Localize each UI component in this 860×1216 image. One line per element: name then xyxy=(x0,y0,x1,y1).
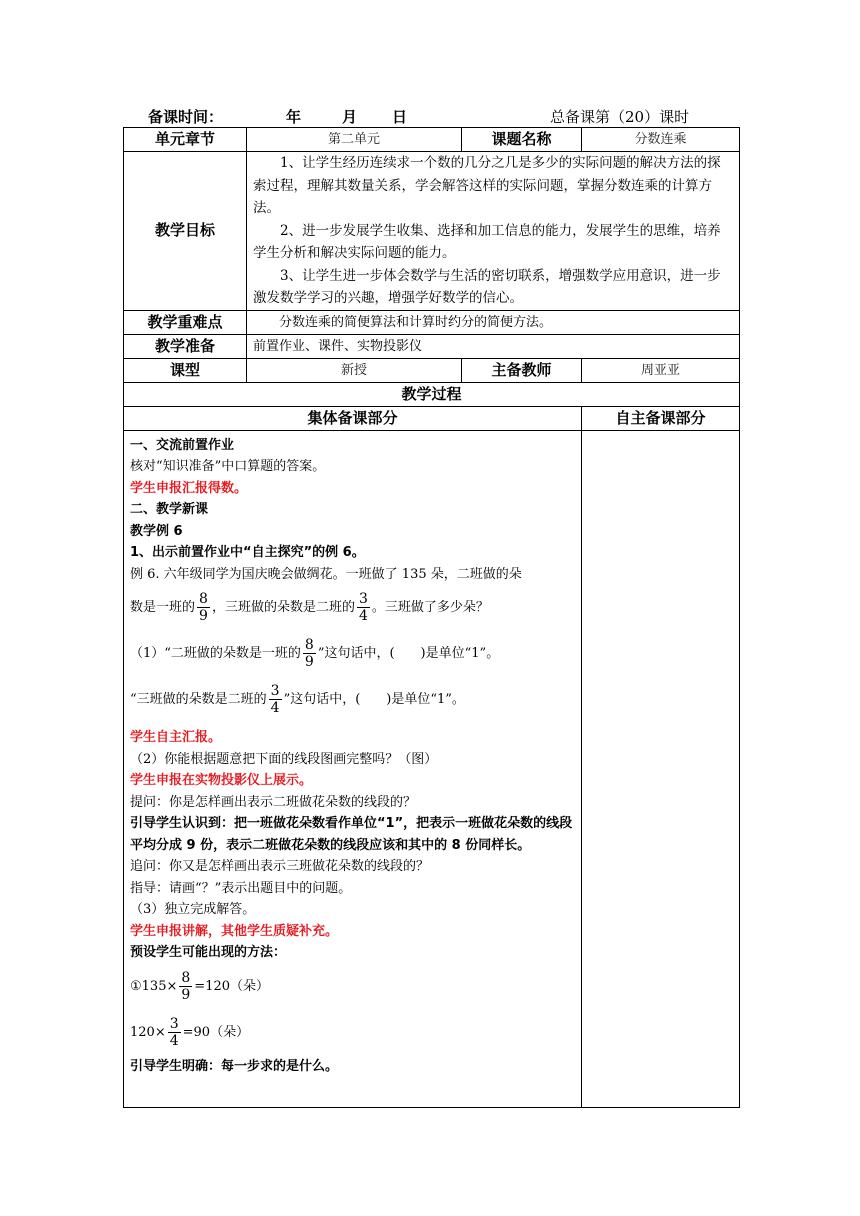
fraction-three-fourths xyxy=(168,1016,181,1049)
fraction-denominator: 9 xyxy=(199,608,208,624)
ask-2: 追问：你又是怎样画出表示三班做花朵数的线段的？ xyxy=(130,859,430,874)
guide-bold-text: 引导学生认识到：把一班做花朵数看作单位“1”，把表示一班做花朵数的线段平均分成 9 份，表示二班做花朵数的线段应该和其中的 8 份同样长。 xyxy=(130,816,573,853)
fraction-numerator: 3 xyxy=(270,683,280,699)
fraction-denominator: 4 xyxy=(169,1032,179,1049)
teacher-value: 周亚亚 xyxy=(582,358,740,382)
fraction-denominator: 4 xyxy=(358,608,368,624)
topic-label: 课题名称 xyxy=(462,128,582,152)
section-1-text: 核对“知识准备”中口算题的答案。 xyxy=(130,459,326,474)
self-label: 自主备课部分 xyxy=(582,406,740,430)
difficulty-value: 分数连乘的简便算法和计算时约分的简便方法。 xyxy=(247,310,740,334)
example-line-2 xyxy=(130,585,575,631)
prep-time-label: 备课时间： xyxy=(148,108,224,126)
self-prep-content xyxy=(582,430,740,1107)
goal-item: 3、让学生进一步体会数学与生活的密切联系，增强数学应用意识，进一步激发数学学习的兴趣，增强学好数学的信心。 xyxy=(253,267,721,306)
calc-text: ①135× xyxy=(130,978,178,994)
prep-label: 教学准备 xyxy=(124,334,247,358)
example-title: 教学例 6 xyxy=(130,523,183,539)
goal-content xyxy=(247,152,740,311)
day-label: 日 xyxy=(392,108,408,126)
goal-item: 1、让学生经历连续求一个数的几分之几是多少的实际问题的解决方法的探索过程，理解其数量关系，学会解答这样的实际问题，掌握分数连乘的计算方法。 xyxy=(253,155,721,216)
question-text: “三班做的朵数是二班的 xyxy=(130,692,267,707)
goal-label: 教学目标 xyxy=(124,152,247,311)
example-text: 数是一班的 xyxy=(130,600,196,615)
fraction-numerator: 3 xyxy=(169,1015,179,1032)
fraction-numerator: 8 xyxy=(181,969,191,986)
prep-value: 前置作业、课件、实物投影仪 xyxy=(247,334,740,358)
difficulty-label: 教学重难点 xyxy=(124,310,247,334)
fraction-denominator: 9 xyxy=(304,654,314,670)
question-text: ”这句话中，( )是单位“1”。 xyxy=(283,692,465,707)
month-label: 月 xyxy=(342,108,358,126)
fraction-numerator: 8 xyxy=(304,637,314,653)
unit-value: 第二单元 xyxy=(247,128,462,152)
process-title-row xyxy=(124,382,740,406)
calc-text: 120× xyxy=(130,1024,166,1040)
question-2: （2）你能根据题意把下面的线段图画完整吗？（图） xyxy=(130,751,438,767)
calc-line-1 xyxy=(130,964,575,1010)
example-text: 。三班做了多少朵？ xyxy=(371,600,489,615)
question-1-line xyxy=(130,631,575,677)
final-guide-text: 引导学生明确：每一步求的是什么。 xyxy=(130,1058,339,1074)
header-line xyxy=(148,106,728,126)
explain-red-note: 学生申报讲解，其他学生质疑补充。 xyxy=(130,923,339,939)
question-text: ”这句话中，( )是单位“1”。 xyxy=(317,646,500,661)
fraction-numerator: 8 xyxy=(199,591,208,607)
question-text: （1）“二班做的朵数是一班的 xyxy=(130,646,301,661)
fraction-denominator: 9 xyxy=(181,986,191,1003)
calc-text: =120（朵） xyxy=(194,978,270,994)
difficulty-row xyxy=(124,310,740,334)
section-1-red-note: 学生申报汇报得数。 xyxy=(130,480,248,496)
collective-label: 集体备课部分 xyxy=(124,406,582,430)
projector-red-note: 学生申报在实物投影仪上展示。 xyxy=(130,773,313,788)
unit-row xyxy=(124,128,740,152)
example-line-1: 例 6. 六年级同学为国庆晚会做绸花。一班做了 135 朵，二班做的朵 xyxy=(130,566,522,582)
process-title: 教学过程 xyxy=(124,382,740,406)
type-label: 课型 xyxy=(124,358,247,382)
goal-row xyxy=(124,152,740,311)
fraction-denominator: 4 xyxy=(270,700,280,716)
fraction-numerator: 3 xyxy=(358,591,368,607)
prep-row xyxy=(124,334,740,358)
goal-item: 2、进一步发展学生收集、选择和加工信息的能力，发展学生的思维，培养学生分析和解决实际问题的能力。 xyxy=(253,222,721,261)
guide-2: 指导：请画“？”表示出题目中的问题。 xyxy=(130,880,352,896)
total-lesson-label: 总备课第（20）课时 xyxy=(550,108,690,126)
collective-content xyxy=(124,430,582,1107)
fraction-eight-ninths xyxy=(303,637,316,670)
section-2-title: 二、教学新课 xyxy=(130,502,209,517)
lesson-plan-table xyxy=(123,127,740,1108)
example-text: ，三班做的朵数是二班的 xyxy=(211,600,355,615)
methods-title: 预设学生可能出现的方法： xyxy=(130,945,287,960)
step-1-title: 1、出示前置作业中“自主探究”的例 6。 xyxy=(130,545,365,560)
fraction-three-fourths xyxy=(357,591,370,624)
fraction-eight-ninths xyxy=(197,591,210,624)
type-row xyxy=(124,358,740,382)
process-header-row xyxy=(124,406,740,430)
question-3: （3）独立完成解答。 xyxy=(130,902,256,917)
year-label: 年 xyxy=(286,108,302,126)
ask-1: 提问：你是怎样画出表示二班做花朵数的线段的？ xyxy=(130,794,417,810)
question-1b-line xyxy=(130,677,575,723)
process-body-row xyxy=(124,430,740,1107)
calc-line-2 xyxy=(130,1010,575,1056)
section-1-title: 一、交流前置作业 xyxy=(130,437,235,453)
calc-text: =90（朵） xyxy=(182,1024,250,1040)
fraction-three-fourths xyxy=(269,683,282,716)
fraction-eight-ninths xyxy=(179,970,192,1003)
self-report-red-note: 学生自主汇报。 xyxy=(130,730,222,745)
topic-value: 分数连乘 xyxy=(582,128,740,152)
unit-label: 单元章节 xyxy=(124,128,247,152)
teacher-label: 主备教师 xyxy=(462,358,582,382)
type-value: 新授 xyxy=(247,358,462,382)
